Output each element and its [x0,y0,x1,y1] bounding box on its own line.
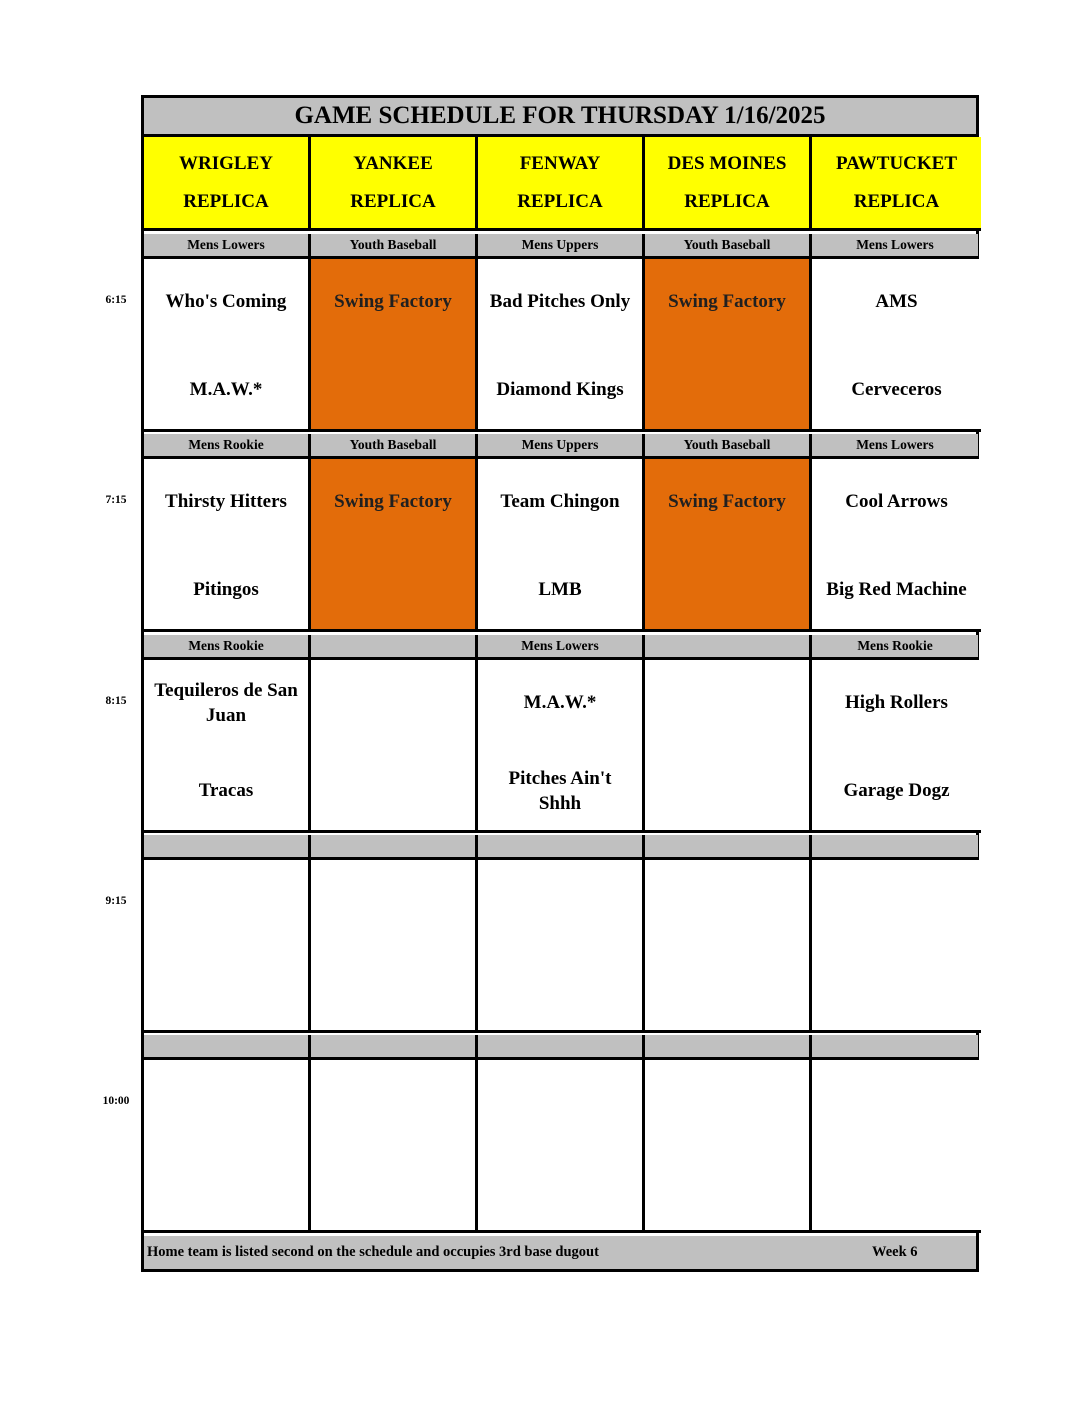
game-cell [311,459,478,632]
division-label: Mens Rookie [144,434,311,459]
division-label: Mens Uppers [478,434,645,459]
home-team: LMB [538,579,582,600]
home-team: Diamond Kings [496,379,624,400]
field-header-fenway [478,137,645,231]
division-label [144,835,311,860]
division-label: Youth Baseball [311,234,478,259]
away-team: Cool Arrows [845,491,948,512]
game-cell [144,1060,311,1233]
division-label: Mens Lowers [812,234,978,259]
home-team: Cerveceros [851,379,942,400]
game-cell [144,459,311,632]
field-header-des-moines [645,137,812,231]
field-header-pawtucket [812,137,981,231]
division-label [645,635,812,660]
field-name: YANKEE [353,152,433,174]
away-team: AMS [875,291,918,312]
field-name: FENWAY [519,152,601,174]
home-team: M.A.W.* [189,379,263,400]
away-team: Swing Factory [668,491,786,512]
game-cell [645,459,812,632]
field-name: DES MOINES [667,152,787,174]
schedule-title: GAME SCHEDULE FOR THURSDAY 1/16/2025 [144,98,976,137]
away-team: Swing Factory [334,291,452,312]
field-name: WRIGLEY [179,152,273,174]
game-cell [645,660,812,833]
division-label [812,835,978,860]
division-label: Mens Uppers [478,234,645,259]
division-label [478,835,645,860]
game-cell [311,660,478,833]
away-team: M.A.W.* [523,692,597,713]
field-replica-label: REPLICA [350,190,436,212]
time-label: 6:15 [105,294,127,306]
time-label: 10:00 [102,1095,130,1107]
game-cell [812,860,981,1033]
division-label [645,835,812,860]
game-cell [812,459,981,632]
away-team: Swing Factory [334,491,452,512]
game-cell [311,259,478,432]
home-team: Pitingos [193,579,259,600]
away-team: Thirsty Hitters [165,491,287,512]
game-cell [311,1060,478,1233]
division-label [311,635,478,660]
game-cell [478,660,645,833]
division-label: Youth Baseball [645,234,812,259]
week-label: Week 6 [872,1244,918,1260]
division-label: Mens Lowers [478,635,645,660]
division-label: Mens Lowers [144,234,311,259]
field-replica-label: REPLICA [853,190,940,212]
division-label [645,1035,812,1060]
home-team: Pitches Ain't Shhh [508,768,612,814]
division-label [812,1035,978,1060]
schedule-table [141,95,979,1272]
game-cell [478,259,645,432]
game-cell [812,660,981,833]
game-cell [311,860,478,1033]
away-team: High Rollers [845,692,948,713]
away-team: Tequileros de San Juan [154,680,298,726]
division-label: Mens Rookie [144,635,311,660]
field-name: PAWTUCKET [835,152,958,174]
division-label [311,1035,478,1060]
field-header-yankee [311,137,478,231]
game-cell [812,259,981,432]
away-team: Team Chingon [500,491,620,512]
time-label: 8:15 [105,695,127,707]
division-label [478,1035,645,1060]
field-header-wrigley [144,137,311,231]
away-team: Bad Pitches Only [489,291,631,312]
division-label: Mens Rookie [812,635,978,660]
division-label: Mens Lowers [812,434,978,459]
field-replica-label: REPLICA [183,190,269,212]
field-replica-label: REPLICA [684,190,770,212]
game-cell [645,860,812,1033]
home-team: Tracas [198,780,254,801]
game-cell [478,860,645,1033]
game-cell [645,259,812,432]
game-cell [144,259,311,432]
home-team: Big Red Machine [826,579,967,600]
division-label: Youth Baseball [311,434,478,459]
division-label [311,835,478,860]
game-cell [645,1060,812,1233]
game-cell [812,1060,981,1233]
game-cell [478,1060,645,1233]
game-cell [144,660,311,833]
game-cell [144,860,311,1033]
home-team: Garage Dogz [843,780,950,801]
field-replica-label: REPLICA [517,190,603,212]
footer-note: Home team is listed second on the schedule and occupies 3rd base dugout [147,1244,599,1260]
game-cell [478,459,645,632]
away-team: Who's Coming [165,291,287,312]
division-label [144,1035,311,1060]
away-team: Swing Factory [668,291,786,312]
time-label: 9:15 [105,895,127,907]
time-label: 7:15 [105,494,127,506]
division-label: Youth Baseball [645,434,812,459]
schedule-footer [144,1236,976,1269]
